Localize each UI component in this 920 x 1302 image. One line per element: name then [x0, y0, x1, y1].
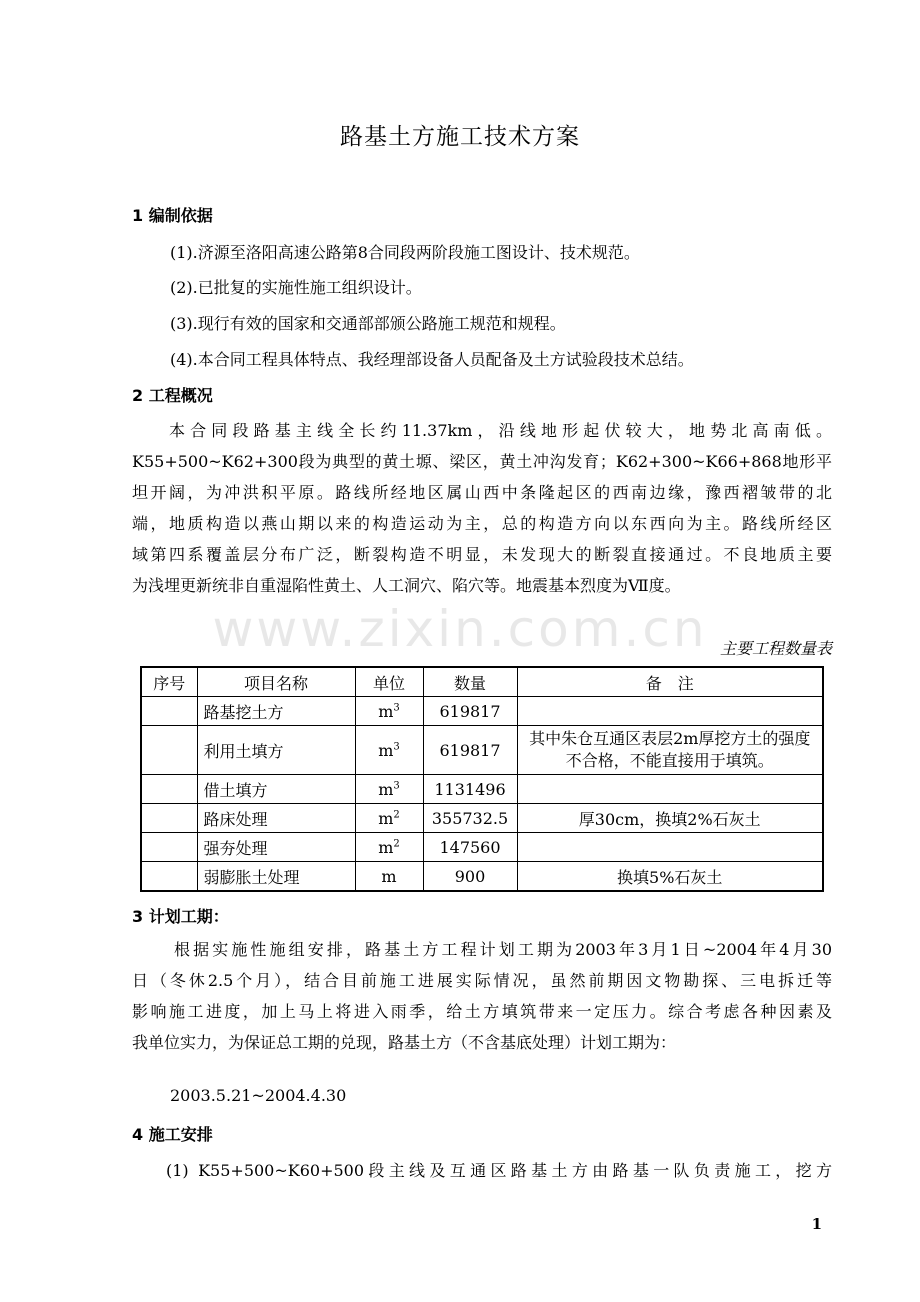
basis-item-4: (4).本合同工程具体特点、我经理部设备人员配备及土方试验段技术总结。: [170, 350, 694, 369]
cell-unit: $m^3$: [355, 697, 423, 726]
cell-qty: 619817: [423, 697, 517, 726]
cell-no: [141, 775, 197, 804]
cell-no: [141, 862, 197, 892]
table-caption: 主要工程数量表: [719, 639, 832, 658]
table-row: [141, 833, 823, 862]
basis-item-1: (1).济源至洛阳高速公路第8合同段两阶段施工图设计、技术规范。: [170, 243, 640, 262]
basis-item-3: (3).现行有效的国家和交通部部颁公路施工规范和规程。: [170, 314, 566, 333]
schedule-line: 我单位实力，为保证总工期的兑现，路基土方（不含基底处理）计划工期为：: [132, 1033, 677, 1052]
overview-line: 端，地质构造以燕山期以来的构造运动为主，总的构造方向以东西向为主。路线所经区: [132, 514, 832, 533]
cell-note: [517, 775, 823, 804]
cell-qty: 355732.5: [423, 804, 517, 833]
table-row: [141, 697, 823, 726]
overview-line: K55+500~K62+300段为典型的黄土塬、梁区，黄土冲沟发育；K62+300~K66+868地形平: [132, 452, 832, 471]
section-2-heading: 2 工程概况: [132, 386, 213, 405]
header-qty: 数量: [423, 667, 517, 697]
cell-note: [517, 833, 823, 862]
schedule-line: 根据实施性施组安排，路基土方工程计划工期为2003年3月1日~2004年4月30: [174, 940, 832, 959]
overview-line: 坦开阔，为冲洪积平原。路线所经地区属山西中条隆起区的西南边缘，豫西褶皱带的北: [132, 483, 832, 502]
cell-unit: $m^3$: [355, 726, 423, 775]
cell-name: 路基挖土方: [197, 697, 355, 726]
schedule-line: 影响施工进度，加上马上将进入雨季，给土方填筑带来一定压力。综合考虑各种因素及: [132, 1002, 832, 1021]
cell-qty: 147560: [423, 833, 517, 862]
cell-name: 利用土填方: [197, 726, 355, 775]
section-1-heading: 1 编制依据: [132, 206, 213, 225]
basis-item-2: (2).已批复的实施性施工组织设计。: [170, 278, 422, 297]
cell-name: 借土填方: [197, 775, 355, 804]
cell-name: 弱膨胀土处理: [197, 862, 355, 892]
cell-qty: 900: [423, 862, 517, 892]
overview-line: 为浅埋更新统非自重湿陷性黄土、人工洞穴、陷穴等。地震基本烈度为Ⅶ度。: [132, 576, 681, 595]
cell-unit: $m^2$: [355, 833, 423, 862]
table-row: [141, 726, 823, 775]
cell-name: 强夯处理: [197, 833, 355, 862]
cell-no: [141, 726, 197, 775]
watermark: www.zixin.com.cn: [212, 600, 708, 658]
cell-note: 厚30cm，换填2%石灰土: [517, 804, 823, 833]
cell-no: [141, 804, 197, 833]
table-row: [141, 775, 823, 804]
section-4-heading: 4 施工安排: [132, 1125, 213, 1144]
cell-unit: $m^2$: [355, 804, 423, 833]
table-header-row: [141, 667, 823, 697]
table-row: [141, 804, 823, 833]
document-title: 路基土方施工技术方案: [340, 124, 580, 150]
table-row: [141, 862, 823, 892]
cell-no: [141, 833, 197, 862]
page-number: 1: [811, 1215, 822, 1233]
cell-unit: $m^3$: [355, 775, 423, 804]
cell-qty: 619817: [423, 726, 517, 775]
schedule-line: 日（冬休2.5个月），结合目前施工进展实际情况，虽然前期因文物勘探、三电拆迁等: [132, 971, 832, 990]
arrangement-line-1: (1) K55+500~K60+500段主线及互通区路基土方由路基一队负责施工，挖方: [166, 1161, 832, 1180]
project-overview-paragraph: [132, 415, 832, 601]
cell-unit: m: [355, 862, 423, 892]
overview-line: 域第四系覆盖层分布广泛，断裂构造不明显，未发现大的断裂直接通过。不良地质主要: [132, 545, 832, 564]
cell-note: [517, 697, 823, 726]
header-no: 序号: [141, 667, 197, 697]
header-name: 项目名称: [197, 667, 355, 697]
header-unit: 单位: [355, 667, 423, 697]
cell-note: 其中朱仓互通区表层2m厚挖方土的强度不合格，不能直接用于填筑。: [517, 726, 823, 775]
cell-name: 路床处理: [197, 804, 355, 833]
schedule-paragraph: [132, 934, 832, 1058]
cell-qty: 1131496: [423, 775, 517, 804]
overview-line: 本合同段路基主线全长约11.37km，沿线地形起伏较大，地势北高南低。: [169, 421, 832, 440]
cell-no: [141, 697, 197, 726]
header-note: 备 注: [517, 667, 823, 697]
cell-note: 换填5%石灰土: [517, 862, 823, 892]
quantity-table: [140, 666, 824, 892]
section-3-heading: 3 计划工期：: [132, 907, 229, 926]
planned-period: 2003.5.21~2004.4.30: [170, 1086, 347, 1105]
